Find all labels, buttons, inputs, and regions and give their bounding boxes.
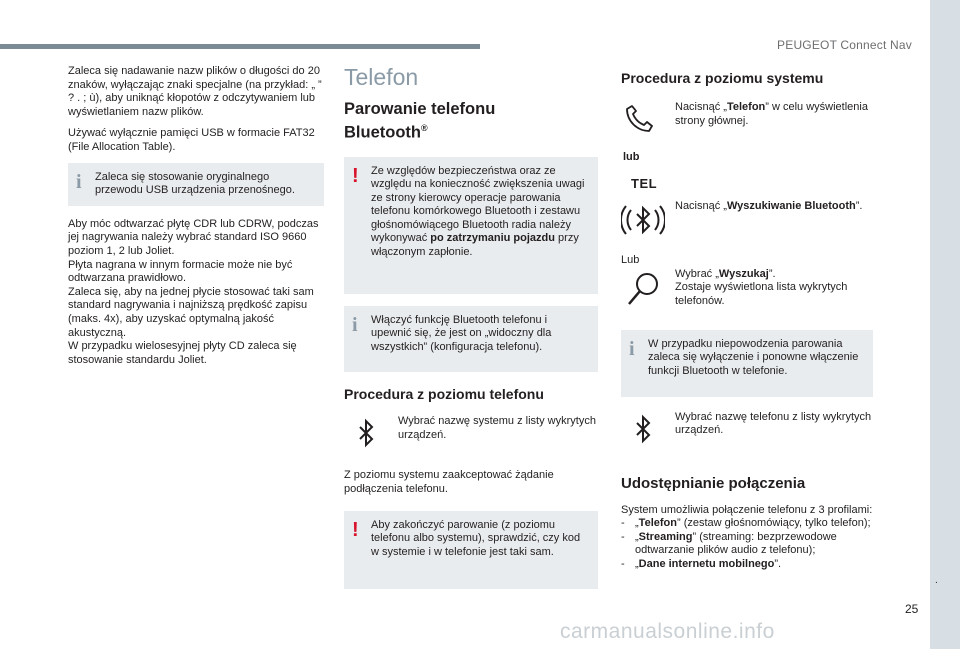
heading-connection-sharing: Udostępnianie połączenia (621, 474, 806, 492)
step-select-system: Wybrać nazwę systemu z listy wykrytych urządzeń. (344, 415, 598, 451)
step-bluetooth-search: Nacisnąć „Wyszukiwanie Bluetooth”. (621, 200, 873, 248)
bluetooth-icon (621, 411, 665, 451)
side-strip (930, 0, 960, 649)
list-item: - „Streaming” (streaming: bezprzewodowe odtwarzanie plików audio z telefonu); (621, 531, 873, 558)
label-lub-2: Lub (621, 254, 640, 267)
list-item: - „Telefon” (zestaw głośnomówiący, tylko telefon); (621, 517, 873, 531)
page-mark: . (935, 575, 938, 586)
note-text: Włączyć funkcję Bluetooth telefonu i upewnić się, że jest on „widoczny dla wszystkich” (konfiguracja telefonu). (371, 313, 552, 353)
info-note-usb (68, 163, 324, 206)
heading-phone-procedure: Procedura z poziomu telefonu (344, 386, 544, 403)
paragraph-accept: Z poziomu systemu zaakceptować żądanie podłączenia telefonu. (344, 469, 554, 496)
note-text: Zaleca się stosowanie oryginalnego przewodu USB urządzenia przenośnego. (95, 170, 295, 197)
step-press-phone: Nacisnąć „Telefon” w celu wyświetlenia strony głównej. (621, 101, 873, 149)
info-icon: i (352, 313, 358, 336)
heading-system-procedure: Procedura z poziomu systemu (621, 70, 824, 86)
page-number: 25 (905, 602, 919, 616)
info-note-retry (621, 330, 873, 397)
info-note-visible (344, 306, 598, 373)
note-text: W przypadku niepowodzenia parowania zaleca się wyłączenie i ponowne włączenie funkcji Bluetooth w telefonie. (648, 337, 859, 377)
column-1 (68, 65, 324, 375)
paragraph-filenames: Zaleca się nadawanie nazw plików o długości do 20 znaków, wyłączając znaki specjalne (na przykład: „ ” ? . ; ù), aby uniknąć kłopotów z odczytywaniem lub wyświetlaniem nazw plików. (68, 65, 322, 118)
bluetooth-search-icon (621, 200, 665, 244)
note-text: Aby zakończyć parowanie (z poziomu telefonu albo systemu), sprawdzić, czy kod w systemie i w telefonie jest taki sam. (371, 518, 581, 558)
list-item: - „Dane internetu mobilnego”. (621, 558, 873, 572)
section-title: Telefon (344, 64, 419, 90)
note-text: Ze względów bezpieczeństwa oraz ze względu na konieczność zwiększenia uwagi ze strony kierowcy operacje parowania telefonu komórkowego Bluetooth i zestawu głośnomówiącego Bluetooth radia należy wykonywać po zatrzymaniu pojazdu przy włączonym zapłonie. (371, 164, 585, 259)
header-title: PEUGEOT Connect Nav (777, 38, 912, 52)
step-select-phone: Wybrać nazwę telefonu z listy wykrytych urządzeń. (621, 411, 873, 447)
paragraph-fat32: Używać wyłącznie pamięci USB w formacie FAT32 (File Allocation Table). (68, 127, 315, 153)
step-search: Wybrać „Wyszukaj”. Zostaje wyświetlona lista wykrytych telefonów. (621, 268, 873, 316)
watermark: carmanualsonline.info (560, 620, 775, 643)
warning-icon: ! (352, 164, 359, 187)
profile-list (621, 517, 873, 571)
info-icon: i (76, 170, 82, 193)
header-bar (0, 44, 480, 49)
heading-pairing: Parowanie telefonu Bluetooth® (344, 100, 496, 142)
label-lub: lub (623, 151, 640, 163)
bluetooth-icon (344, 415, 388, 455)
tel-button-label: TEL (631, 175, 658, 191)
column-3 (621, 64, 873, 572)
phone-handset-icon (621, 101, 665, 141)
info-icon: i (629, 337, 635, 360)
magnifier-icon (621, 268, 665, 312)
warning-icon: ! (352, 518, 359, 541)
column-2 (344, 64, 598, 601)
paragraph-cd: Aby móc odtwarzać płytę CDR lub CDRW, podczas jej nagrywania należy wybrać standard ISO 9660 poziom 1, 2 lub Joliet. Płyta nagrana w innym formacie może nie być odtwarzana prawidłowo. Zaleca się, aby na jednej płycie stosować taki sam standard nagrywania i najniższą prędkość zapisu (maks. 4x), aby uzyskać optymalną jakość akustyczną. W przypadku wielosesyjnej płyty CD zaleca się stosowanie standardu Joliet. (68, 217, 319, 366)
paragraph-profiles: System umożliwia połączenie telefonu z 3 profilami: (621, 503, 873, 516)
warning-note-code (344, 511, 598, 590)
warning-note-safety (344, 157, 598, 294)
